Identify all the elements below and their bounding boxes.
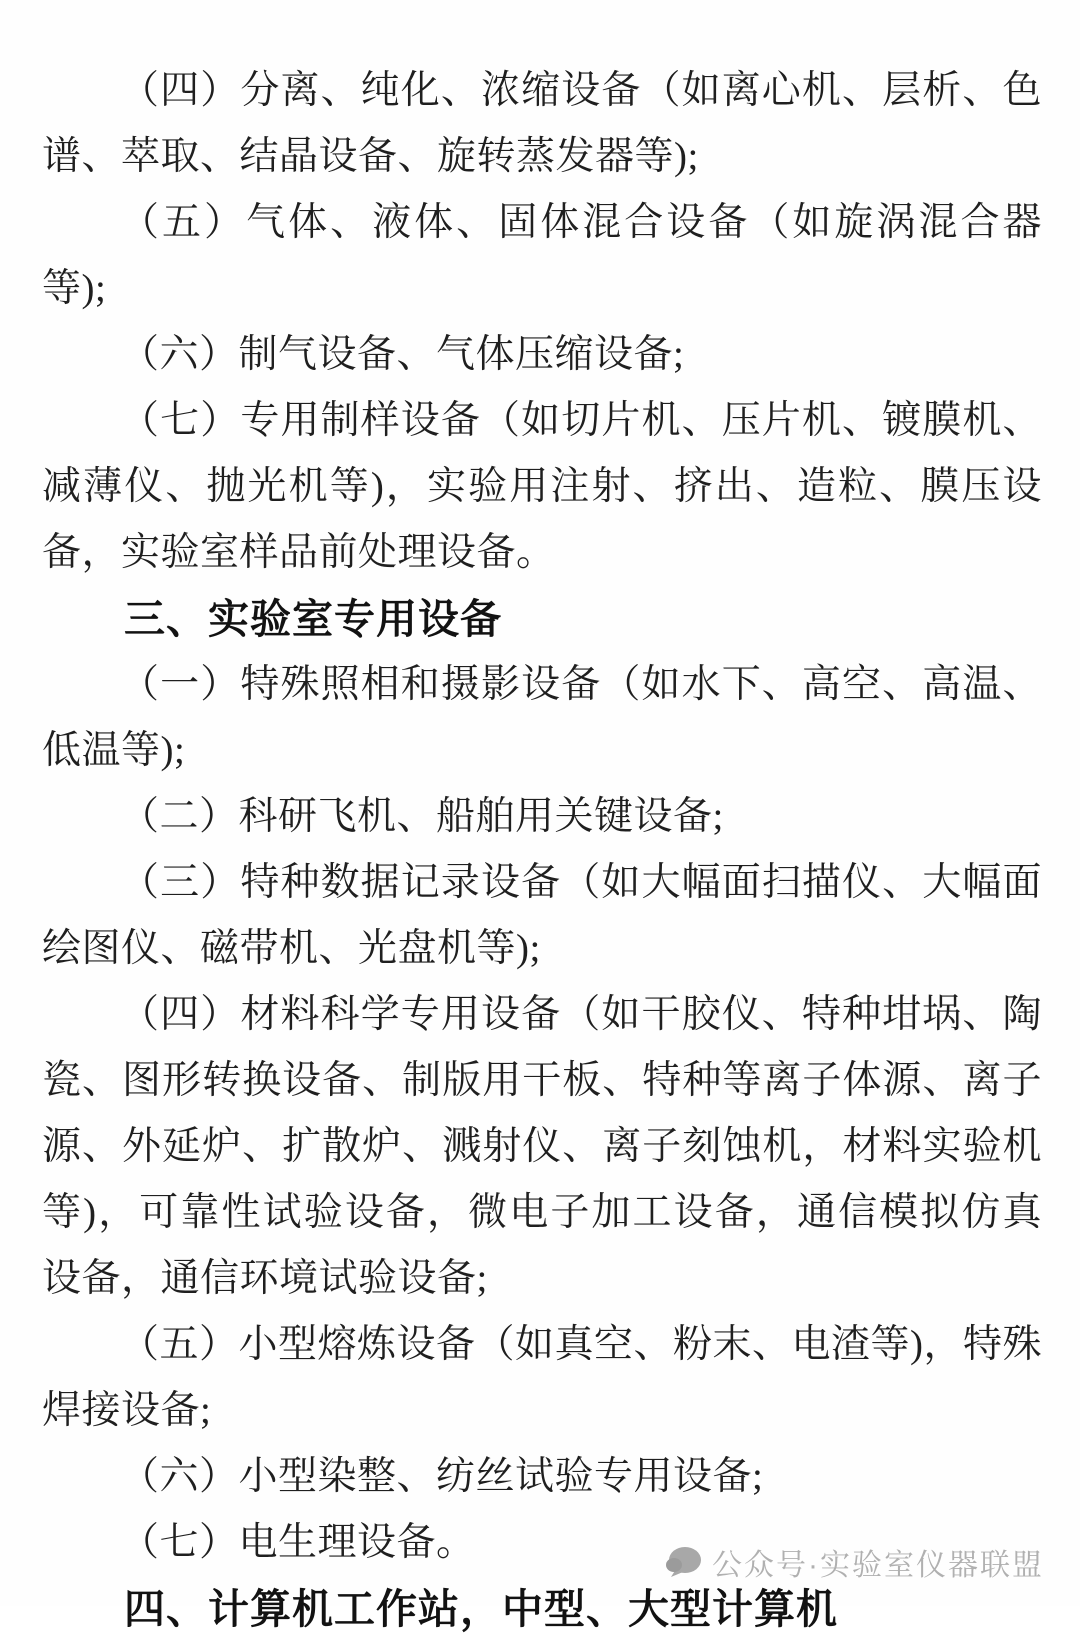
paragraph: （七）电生理设备。 [120, 1521, 476, 1564]
watermark-text: 公众号·实验室仪器联盟 [712, 1549, 1044, 1582]
paragraph: （六）制气设备、气体压缩设备; [120, 333, 685, 376]
paragraph: （五）气体、液体、固体混合设备（如旋涡混合器等); [42, 201, 1042, 310]
paragraph: （四）分离、纯化、浓缩设备（如离心机、层析、色谱、萃取、结晶设备、旋转蒸发器等); [42, 69, 1042, 178]
section-heading: 三、实验室专用设备 [124, 596, 502, 642]
paragraph: （七）专用制样设备（如切片机、压片机、镀膜机、减薄仪、抛光机等)，实验用注射、挤出、造粒、膜压设备，实验室样品前处理设备。 [42, 399, 1042, 574]
paragraph: （一）特殊照相和摄影设备（如水下、高空、高温、低温等); [42, 663, 1042, 772]
paragraph: （四）材料科学专用设备（如干胶仪、特种坩埚、陶瓷、图形转换设备、制版用干板、特种等离子体源、离子源、外延炉、扩散炉、溅射仪、离子刻蚀机，材料实验机等)，可靠性试验设备，微电子加工设备，通信模拟仿真设备，通信环境试验设备; [42, 993, 1042, 1300]
document-body [42, 58, 1042, 1642]
paragraph: （六）小型染整、纺丝试验专用设备; [120, 1455, 764, 1498]
paragraph: （二）科研飞机、船舶用关键设备; [120, 795, 724, 838]
paragraph: （三）特种数据记录设备（如大幅面扫描仪、大幅面绘图仪、磁带机、光盘机等); [42, 861, 1042, 970]
section-heading: 四、计算机工作站，中型、大型计算机 [124, 1586, 838, 1632]
paragraph: （五）小型熔炼设备（如真空、粉末、电渣等)，特殊焊接设备; [42, 1323, 1042, 1432]
